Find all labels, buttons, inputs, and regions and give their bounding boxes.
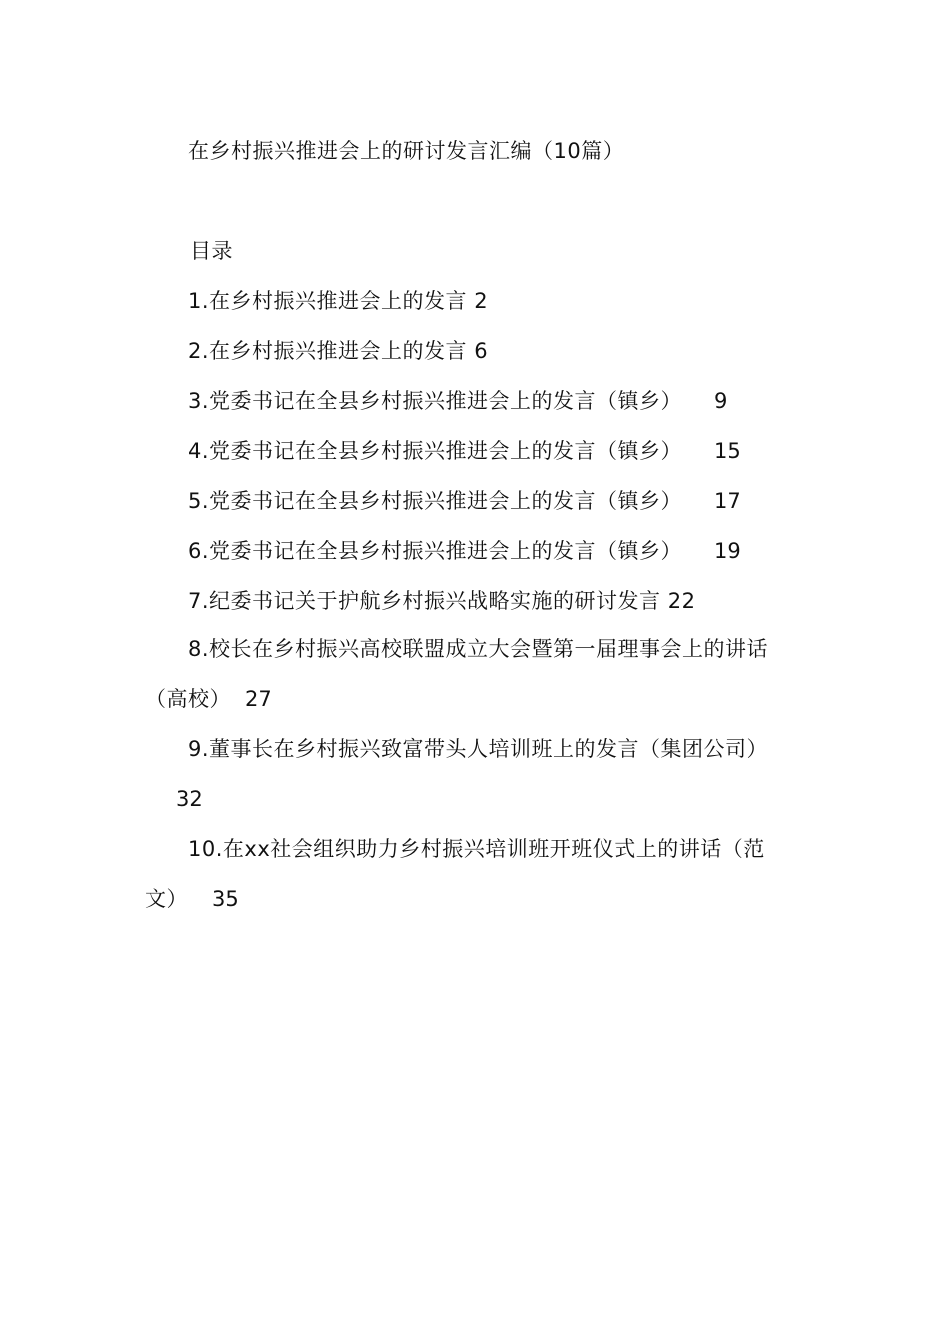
toc-entry-label: 8.校长在乡村振兴高校联盟成立大会暨第一届理事会上的讲话 [188, 637, 769, 661]
toc-entry-label-cont: 文） [145, 887, 188, 911]
toc-entry-page: 35 [212, 887, 239, 911]
toc-entry-label: 4.党委书记在全县乡村振兴推进会上的发言（镇乡） [188, 439, 683, 463]
toc-heading: 目录 [190, 239, 233, 263]
toc-entry-label-cont: （高校） [145, 687, 231, 711]
toc-entry-1[interactable] [188, 286, 488, 316]
toc-entry-3[interactable] [188, 386, 682, 416]
toc-entry-page: 32 [176, 787, 203, 811]
toc-entry-page: 22 [667, 589, 696, 613]
toc-entry-label: 6.党委书记在全县乡村振兴推进会上的发言（镇乡） [188, 539, 683, 563]
toc-entry-page: 17 [714, 489, 741, 513]
toc-entry-page: 2 [474, 289, 489, 313]
toc-entry-label: 7.纪委书记关于护航乡村振兴战略实施的研讨发言 [188, 589, 661, 613]
toc-entry-5[interactable] [188, 486, 682, 516]
toc-entry-label: 3.党委书记在全县乡村振兴推进会上的发言（镇乡） [188, 389, 683, 413]
toc-entry-label: 10.在xx社会组织助力乡村振兴培训班开班仪式上的讲话（范 [188, 837, 765, 861]
toc-entry-10[interactable] [188, 834, 765, 864]
toc-entry-8-cont[interactable] [145, 684, 231, 714]
toc-entry-8[interactable] [188, 634, 768, 664]
toc-entry-7[interactable] [188, 586, 695, 616]
toc-entry-page: 27 [245, 687, 272, 711]
toc-entry-page: 19 [714, 539, 741, 563]
toc-entry-label: 9.董事长在乡村振兴致富带头人培训班上的发言（集团公司） [188, 737, 769, 761]
document-title: 在乡村振兴推进会上的研讨发言汇编（10篇） [188, 139, 625, 163]
toc-entry-page: 6 [474, 339, 489, 363]
toc-entry-9[interactable] [188, 734, 768, 764]
toc-entry-10-cont[interactable] [145, 884, 188, 914]
toc-entry-2[interactable] [188, 336, 488, 366]
toc-entry-4[interactable] [188, 436, 682, 466]
toc-entry-label: 5.党委书记在全县乡村振兴推进会上的发言（镇乡） [188, 489, 683, 513]
toc-entry-6[interactable] [188, 536, 682, 566]
toc-entry-label: 1.在乡村振兴推进会上的发言 [188, 289, 468, 313]
toc-entry-label: 2.在乡村振兴推进会上的发言 [188, 339, 468, 363]
toc-entry-page: 9 [714, 389, 728, 413]
toc-entry-page: 15 [714, 439, 741, 463]
